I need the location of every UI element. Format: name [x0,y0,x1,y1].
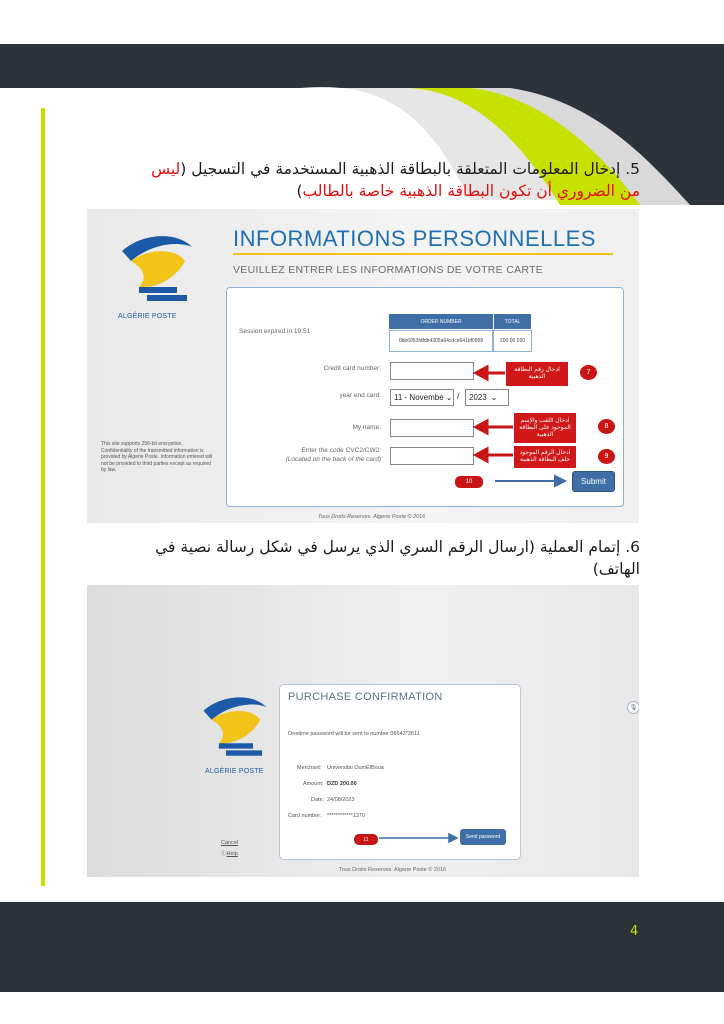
badge-step-7: 7 [579,364,598,381]
merchant-label: Merchant: [297,765,322,771]
name-label: My name: [352,424,381,431]
expiry-year-value: 2023 [469,393,487,402]
help-link[interactable] [221,849,238,857]
card-number-value: ************1370 [327,813,365,819]
date-value: 24/08/2023 [327,797,355,803]
expiry-label: year end card: [339,392,381,399]
total-value: 200.00.020 [493,330,532,352]
callout-card-number: ادخال رقم البطاقة الذهبية [505,361,569,387]
page-subtitle: VEUILLEZ ENTRER LES INFORMATIONS DE VOTRE CARTE [233,264,544,276]
step6-line1: 6. إتمام العملية (ارسال الرقم السري الذي يرسل في شكل رسالة نصية في [155,538,640,556]
step6-instruction [96,536,640,580]
logo-text: ALGÉRIE POSTE [118,313,177,320]
security-note: This site supports 256-bit encryption. Confidentiality of the transmitted information is provided by Algerie Poste. Information entered will not be provided to third parties except as required by law. [101,441,213,473]
expiry-separator: / [457,391,460,401]
expiry-month-value: 11 - Novembe [394,393,444,402]
card-number-label: Credit card number: [323,365,381,372]
card-number-label: Card number: [288,813,322,819]
otp-note: Onetime password will be sent to number 06543*3611 [288,731,420,737]
step6-line2: الهاتف) [592,560,640,578]
microphone-icon[interactable]: 🎙 [627,701,639,714]
help-icon: ⓘ [221,851,227,857]
left-accent-bar [41,108,45,886]
callout-name: ادخال اللقب والإسم الموجود على البطاقة الذهبية [513,412,577,444]
screen2-footer: Tous Droits Reserves. Algerie Poste © 2016 [339,867,447,873]
amount-value: DZD 200.00 [327,781,357,787]
logo-text: ALGÉRIE POSTE [205,768,264,775]
confirmation-title: PURCHASE CONFIRMATION [288,691,443,703]
merchant-value: Universitai OumElBoua [327,765,384,771]
cvc-sublabel: (Located on the back of the card) [285,456,381,463]
badge-step-11: 11 [353,833,379,846]
step5-line1-red: ليس [151,160,181,178]
screen1-footer: Tous Droits Reserves. Algerie Poste © 2016 [318,514,426,520]
step5-line2-red: من الضروري أن تكون البطاقة الذهبية خاصة بالطالب [302,182,640,200]
chevron-down-icon: ⌄ [445,393,453,402]
amount-label: Amount: [303,781,324,787]
cvc-label: Enter the code CVC2/CW2: [301,447,381,454]
session-timer: Session expired in 19:51 [239,328,311,335]
badge-step-9: 9 [597,448,616,465]
order-number-header: ORDER NUMBER [389,314,493,329]
submit-button[interactable]: Submit [572,471,615,492]
page-number: 4 [630,924,639,939]
badge-step-10: 10 [454,475,484,489]
order-number-value: 0bb6953fdfdb4305a64cdce641bf0958 [389,330,493,352]
callout-cvc: ادخال الرقم الموجود خلف البطاقة الذهبية [513,445,577,469]
send-password-button[interactable]: Send password [460,829,506,845]
step5-line1: 5. إدخال المعلومات المتعلقة بالبطاقة الذهبية المستخدمة في التسجيل ( [180,160,640,178]
cancel-link[interactable]: Cancel [221,840,239,846]
step5-instruction [96,158,640,202]
page-title: INFORMATIONS PERSONNELLES [233,226,596,251]
footer-band [0,902,724,992]
date-label: Date: [311,797,325,803]
screenshot-purchase-confirmation [87,585,639,877]
screenshot-personal-info [87,209,639,523]
chevron-down-icon: ⌄ [490,393,498,402]
help-link-label: Help [226,851,238,857]
total-header: TOTAL [494,314,531,329]
step5-line2-end: ) [296,182,303,200]
badge-step-8: 8 [597,418,616,435]
